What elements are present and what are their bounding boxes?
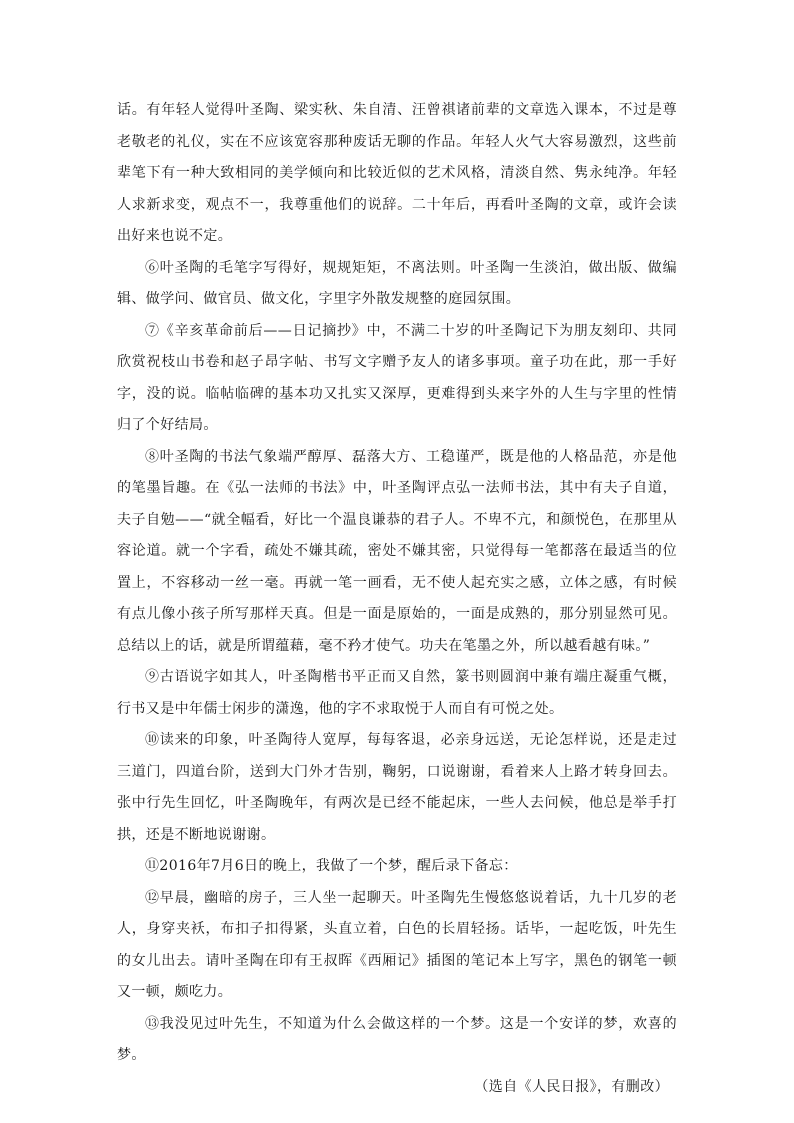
paragraph-12: ⑫早晨，幽暗的房子，三人坐一起聊天。叶圣陶先生慢悠悠说着话，九十几岁的老人，身穿夹袄，布扣子扣得紧，头直立着，白色的长眉轻扬。话毕，一起吃饭，叶先生的女儿出去。请叶圣陶在印有王叔晖《西厢记》插图的笔记本上写字，黑色的钢笔一顿又一顿，颇吃力。 xyxy=(117,889,677,1000)
paragraph-continued: 话。有年轻人觉得叶圣陶、梁实秋、朱自清、汪曾祺诸前辈的文章选入课本，不过是尊老敬老的礼仪，实在不应该宽容那种废话无聊的作品。年轻人火气大容易激烈，这些前辈笔下有一种大致相同的美学倾向和比较近似的艺术风格，清淡自然、隽永纯净。年轻人求新求变，观点不一，我尊重他们的说辞。二十年后，再看叶圣陶的文章，或许会读出好来也说不定。 xyxy=(117,102,677,244)
paragraph-6: ⑥叶圣陶的毛笔字写得好，规规矩矩，不离法则。叶圣陶一生淡泊，做出版、做编辑、做学问、做官员、做文化，字里字外散发规整的庭园氛围。 xyxy=(117,259,677,307)
article-body xyxy=(117,95,677,1103)
paragraph-7: ⑦《辛亥革命前后——日记摘抄》中，不满二十岁的叶圣陶记下为朋友刻印、共同欣赏祝枝山书卷和赵子昂字帖、书写文字赠予友人的诸多事项。童子功在此，那一手好字，没的说。临帖临碑的基本功又扎实又深厚，更难得到头来字外的人生与字里的性情归了个好结局。 xyxy=(117,322,677,433)
paragraph-11: ⑪2016年7月6日的晚上，我做了一个梦，醒后录下备忘： xyxy=(145,858,518,874)
paragraph-13: ⑬我没见过叶先生，不知道为什么会做这样的一个梦。这是一个安详的梦，欢喜的梦。 xyxy=(117,1015,677,1063)
paragraph-9: ⑨古语说字如其人，叶圣陶楷书平正而又自然，篆书则圆润中兼有端庄凝重气概，行书又是中年儒士闲步的潇逸，他的字不求取悦于人而自有可悦之处。 xyxy=(117,669,677,717)
paragraph-10: ⑩读来的印象，叶圣陶待人宽厚，每每客退，必亲身远送，无论怎样说，还是走过三道门，四道台阶，送到大门外才告别，鞠躬，口说谢谢，看着来人上路才转身回去。张中行先生回忆，叶圣陶晚年，有两次是已经不能起床，一些人去问候，他总是举手打拱，还是不断地说谢谢。 xyxy=(117,732,677,843)
source-note: （选自《人民日报》，有删改） xyxy=(474,1078,669,1095)
paragraph-8: ⑧叶圣陶的书法气象端严醇厚、磊落大方、工稳谨严，既是他的人格品范，亦是他的笔墨旨趣。在《弘一法师的书法》中，叶圣陶评点弘一法师书法，其中有夫子自道，夫子自勉——“就全幅看，好比一个温良谦恭的君子人。不卑不亢，和颜悦色，在那里从容论道。就一个字看，疏处不嫌其疏，密处不嫌其密，只觉得每一笔都落在最适当的位置上，不容移动一丝一毫。再就一笔一画看，无不使人起充实之感，立体之感，有时候有点儿像小孩子所写那样天真。但是一面是原始的，一面是成熟的，那分别显然可见。总结以上的话，就是所谓蕴藉，毫不矜才使气。功夫在笔墨之外，所以越看越有味。” xyxy=(117,448,677,654)
